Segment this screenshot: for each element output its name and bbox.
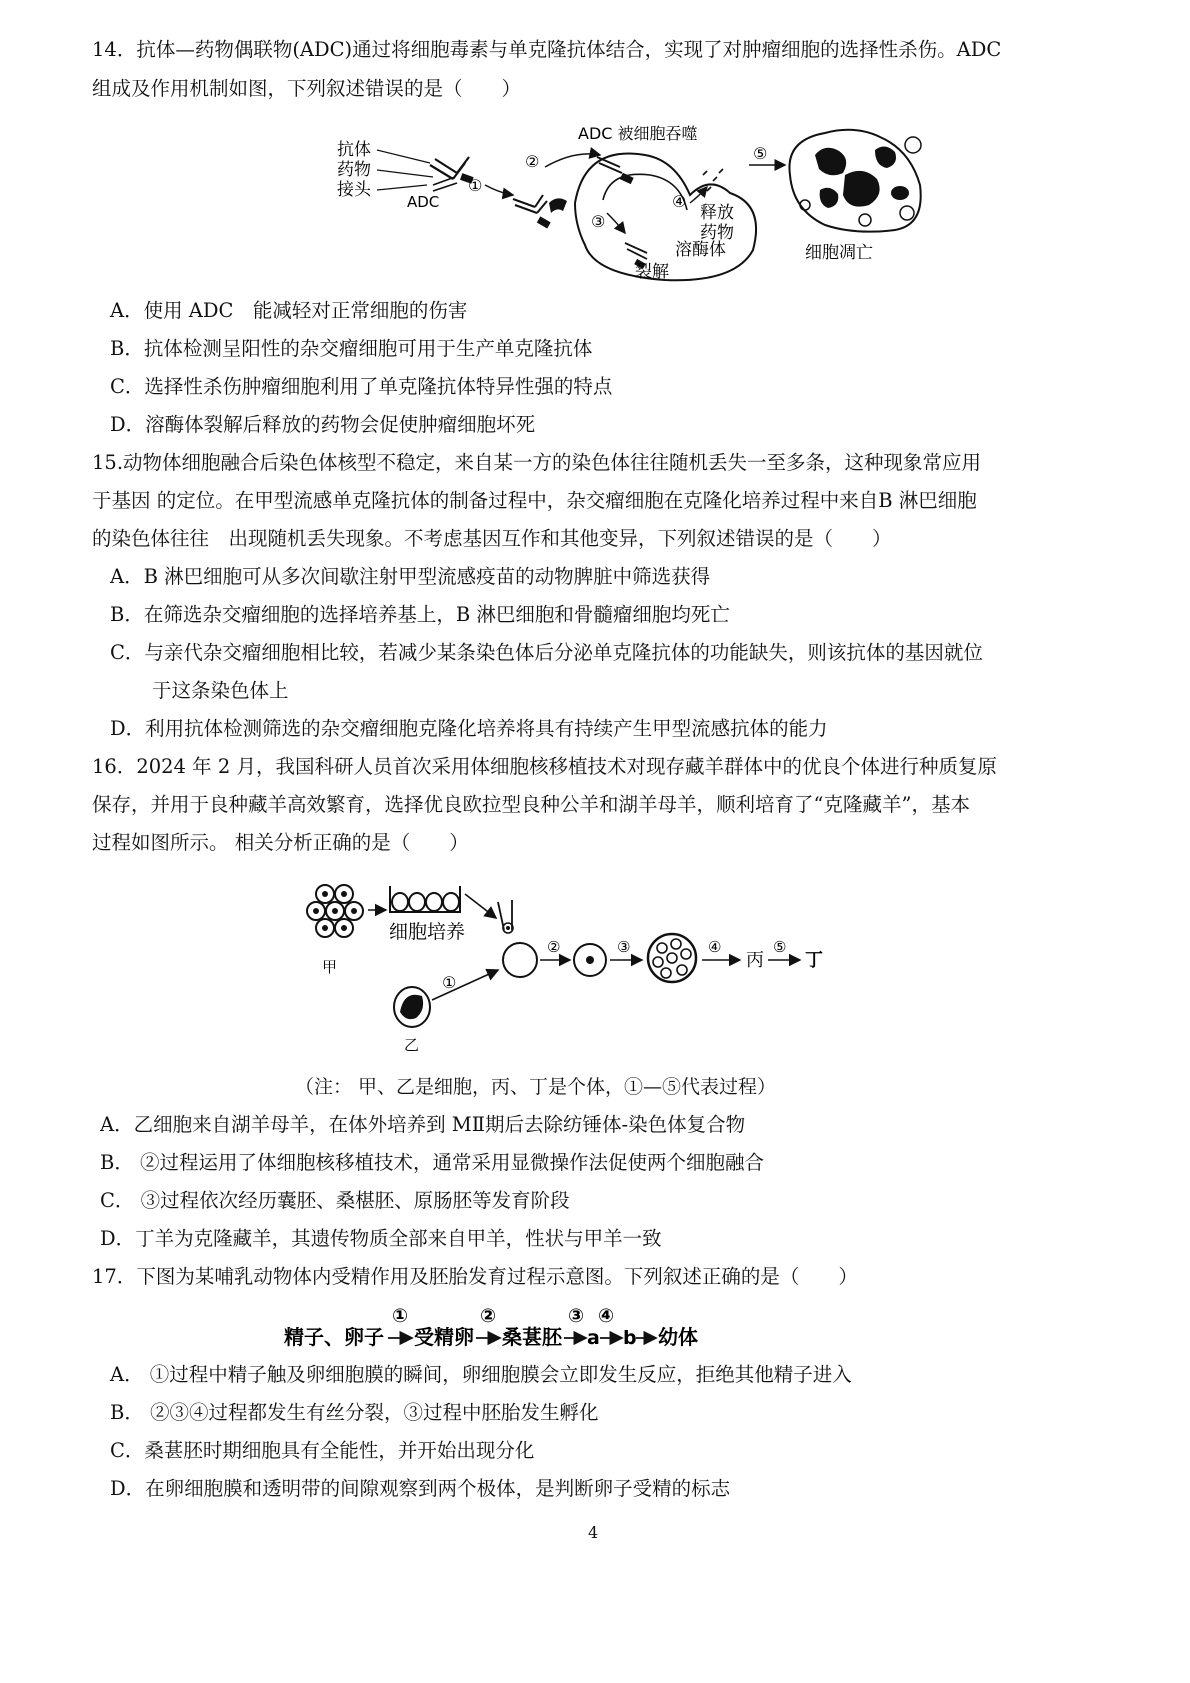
label-antibody: 抗体 (337, 140, 371, 160)
q16-stem-line3: 过程如图所示。 相关分析正确的是（ ） (92, 831, 469, 854)
q14-stem-line1: 14．抗体—药物偶联物(ADC)通过将细胞毒素与单克隆抗体结合，实现了对肿瘤细胞的选择性杀伤。ADC (92, 38, 1002, 61)
step-2: ② (547, 938, 561, 956)
step-1: ① (442, 973, 457, 992)
flow-step-3: ③ (568, 1305, 585, 1327)
arrow-step2 (545, 154, 600, 167)
label-linker: 接头 (337, 180, 371, 200)
q14-option-b: B．抗体检测呈阳性的杂交瘤细胞可用于生产单克隆抗体 (110, 337, 593, 360)
label-jia: 甲 (322, 958, 338, 976)
q14-stem-line2: 组成及作用机制如图，下列叙述错误的是（ ） (92, 77, 522, 100)
zygote-icon (574, 944, 606, 976)
step-5: ⑤ (753, 144, 768, 163)
q15-option-a: A．B 淋巴细胞可从多次间歇注射甲型流感疫苗的动物脾脏中筛选获得 (110, 565, 711, 588)
label-drug: 药物 (337, 160, 371, 180)
culture-dish-icon (390, 886, 460, 912)
q17-option-d: D．在卵细胞膜和透明带的间隙观察到两个极体，是判断卵子受精的标志 (110, 1477, 731, 1500)
q17-option-c: C．桑葚胚时期细胞具有全能性，并开始出现分化 (110, 1439, 535, 1462)
label-engulfed: ADC 被细胞吞噬 (578, 124, 698, 143)
step-4: ④ (672, 192, 687, 211)
flow-step-2: ② (480, 1305, 497, 1327)
q17-stem: 17．下图为某哺乳动物体内受精作用及胚胎发育过程示意图。下列叙述正确的是（ ） (92, 1265, 858, 1288)
q14-option-c: C．选择性杀伤肿瘤细胞利用了单克隆抗体特异性强的特点 (110, 375, 613, 398)
q15-option-b: B．在筛选杂交瘤细胞的选择培养基上，B 淋巴细胞和骨髓瘤细胞均死亡 (110, 603, 730, 626)
flow-step-1: ① (392, 1305, 409, 1327)
step-1: ① (468, 176, 483, 195)
step-3: ③ (591, 212, 606, 231)
q14-option-a: A．使用 ADC 能减轻对正常细胞的伤害 (110, 299, 468, 322)
q16-figure-note: （注： 甲、乙是细胞，丙、丁是个体，①—⑤代表过程） (295, 1076, 777, 1098)
page-number: 4 (588, 1523, 599, 1542)
q17-option-b: B． ②③④过程都发生有丝分裂，③过程中胚胎发生孵化 (110, 1401, 599, 1424)
micropipette-icon (498, 900, 513, 933)
cloning-process-figure (300, 872, 840, 1057)
arrow-step3 (607, 213, 625, 233)
flow-step-4: ④ (598, 1305, 615, 1327)
flow-young: 幼体 (658, 1325, 698, 1349)
label-yi: 乙 (404, 1036, 420, 1054)
label-cell-culture: 细胞培养 (389, 921, 466, 943)
q16-option-c: C． ③过程依次经历囊胚、桑椹胚、原肠胚等发育阶段 (100, 1189, 570, 1212)
q15-stem-line2: 于基因 的定位。在甲型流感单克隆抗体的制备过程中，杂交瘤细胞在克隆化培养过程中来自B 淋巴细胞 (92, 489, 977, 512)
q15-stem-line3: 的染色体往往 出现随机丢失现象。不考虑基因互作和其他变异，下列叙述错误的是（ ） (92, 527, 892, 550)
label-ding: 丁 (805, 950, 823, 971)
q15-option-d: D．利用抗体检测筛选的杂交瘤细胞克隆化培养将具有持续产生甲型流感抗体的能力 (110, 717, 828, 740)
q16-option-a: A．乙细胞来自湖羊母羊，在体外培养到 MⅡ期后去除纺锤体-染色体复合物 (100, 1113, 746, 1136)
fertilization-flow (280, 1302, 710, 1352)
embryo-icon (648, 934, 696, 982)
q17-option-a: A． ①过程中精子触及卵细胞膜的瞬间，卵细胞膜会立即发生反应，拒绝其他精子进入 (110, 1363, 852, 1386)
flow-a: a (587, 1327, 600, 1349)
arrow-to-injection (465, 894, 496, 918)
label-release-1: 释放 (700, 203, 734, 223)
arrow-step1 (485, 185, 513, 195)
bound-adc-icon (513, 195, 567, 228)
step-3: ③ (617, 938, 631, 956)
step-5: ⑤ (773, 938, 787, 956)
oocyte-icon (394, 987, 430, 1027)
q15-option-c: C．与亲代杂交瘤细胞相比较，若减少某条染色体后分泌单克隆抗体的功能缺失，则该抗体的基因就位 (110, 641, 983, 664)
q16-stem-line2: 保存，并用于良种藏羊高效繁育，选择优良欧拉型良种公羊和湖羊母羊，顺利培育了“克隆藏羊”，基本 (92, 793, 970, 816)
step-2: ② (525, 152, 540, 171)
pointer-antibody (377, 150, 430, 163)
q14-option-d: D．溶酶体裂解后释放的药物会促使肿瘤细胞坏死 (110, 413, 536, 436)
q15-stem-line1: 15.动物体细胞融合后染色体核型不稳定，来自某一方的染色体往往随机丢失一至多条，这种现象常应用 (92, 451, 982, 474)
q16-option-d: D．丁羊为克隆藏羊，其遗传物质全部来自甲羊，性状与甲羊一致 (100, 1227, 662, 1250)
q15-option-c-cont: 于这条染色体上 (152, 679, 289, 702)
label-adc: ADC (407, 193, 440, 211)
label-apoptosis: 细胞凋亡 (805, 243, 873, 263)
label-lysis: 裂解 (635, 262, 669, 282)
flow-b: b (623, 1327, 637, 1349)
label-release-2: 药物 (700, 223, 734, 243)
apoptotic-cell-icon (789, 130, 921, 232)
q16-option-b: B． ②过程运用了体细胞核移植技术，通常采用显微操作法促使两个细胞融合 (100, 1151, 765, 1174)
flow-morula: 桑葚胚 (502, 1325, 562, 1349)
label-bing: 丙 (746, 950, 764, 971)
adc-mechanism-figure (335, 115, 935, 285)
flow-zygote: 受精卵 (414, 1325, 474, 1349)
flow-gametes: 精子、卵子 (284, 1325, 384, 1349)
reconstructed-egg-icon (503, 943, 537, 977)
pointer-linker (377, 185, 427, 190)
step-4: ④ (708, 938, 722, 956)
q16-stem-line1: 16．2024 年 2 月，我国科研人员首次采用体细胞核移植技术对现存藏羊群体中的优良个体进行种质复原 (92, 755, 997, 778)
somatic-cell-cluster-icon (307, 885, 363, 937)
pointer-drug (377, 170, 433, 177)
label-lysosome: 溶酶体 (675, 240, 726, 260)
